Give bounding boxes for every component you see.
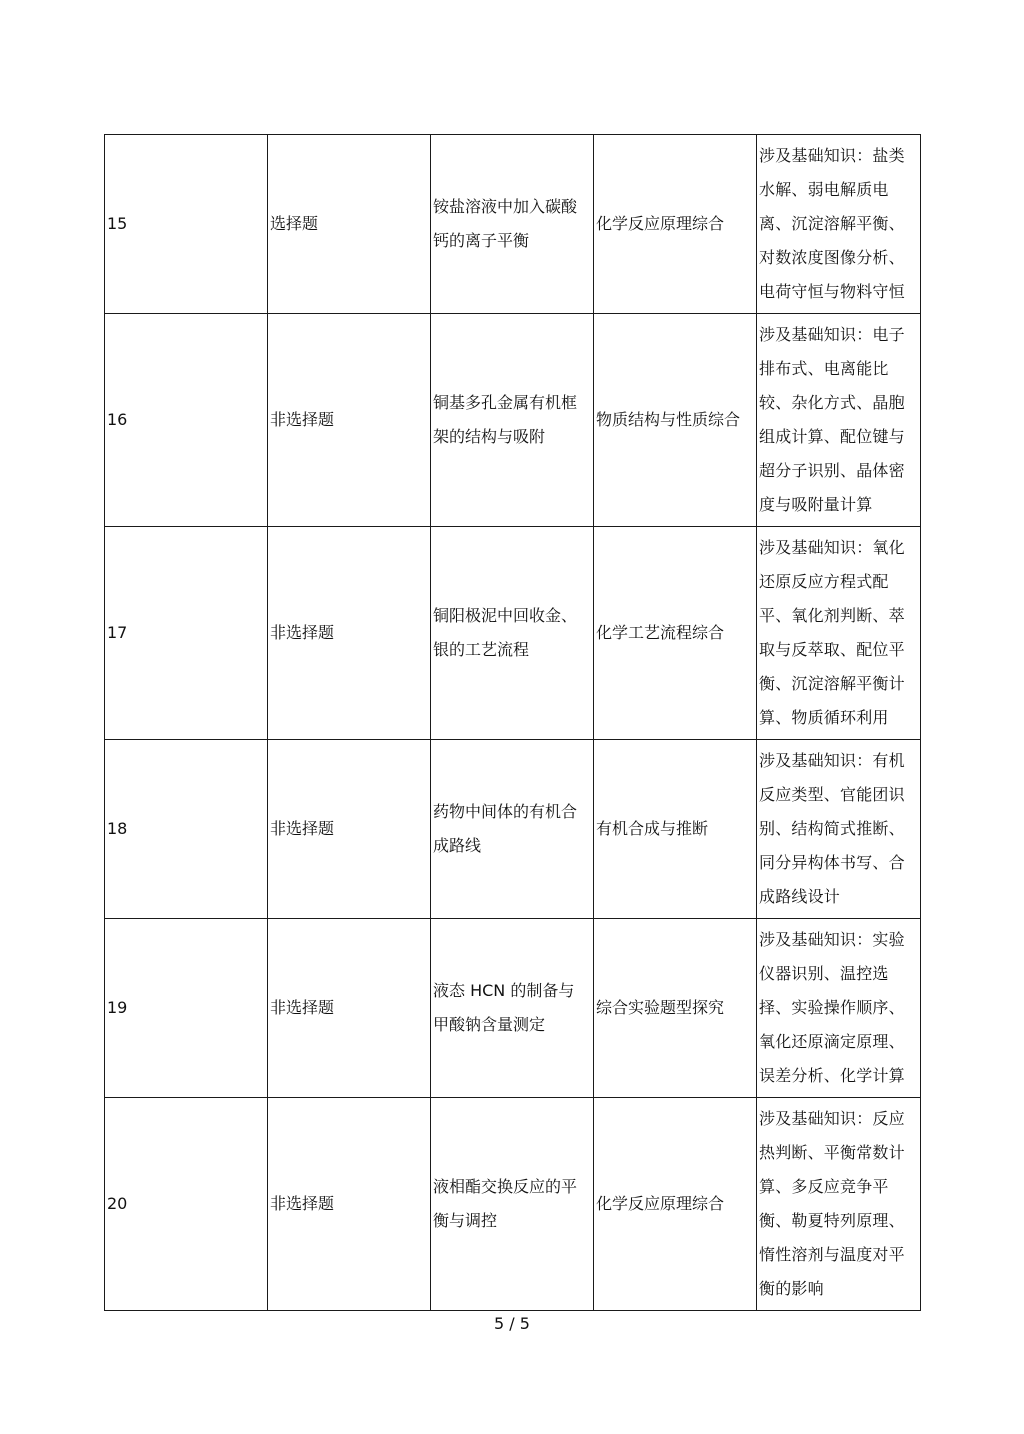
- question-topic-cell: 液相酯交换反应的平衡与调控: [431, 1098, 594, 1311]
- question-topic-cell: 铜阳极泥中回收金、银的工艺流程: [431, 527, 594, 740]
- question-module-cell: 化学工艺流程综合: [594, 527, 757, 740]
- question-topic-cell: 药物中间体的有机合成路线: [431, 740, 594, 919]
- table-row: [105, 919, 921, 1098]
- page-indicator: 5 / 5: [494, 1314, 530, 1333]
- table-row: [105, 1098, 921, 1311]
- question-module-cell: 化学反应原理综合: [594, 135, 757, 314]
- knowledge-points-cell: 涉及基础知识：电子排布式、电离能比较、杂化方式、晶胞组成计算、配位键与超分子识别、晶体密度与吸附量计算: [757, 314, 921, 527]
- knowledge-points-cell: 涉及基础知识：氧化还原反应方程式配平、氧化剂判断、萃取与反萃取、配位平衡、沉淀溶解平衡计算、物质循环利用: [757, 527, 921, 740]
- question-number-cell: 18: [105, 740, 268, 919]
- question-type-cell: 非选择题: [268, 740, 431, 919]
- knowledge-points-cell: 涉及基础知识：反应热判断、平衡常数计算、多反应竞争平衡、勒夏特列原理、惰性溶剂与温度对平衡的影响: [757, 1098, 921, 1311]
- question-number-cell: 19: [105, 919, 268, 1098]
- knowledge-points-cell: 涉及基础知识：有机反应类型、官能团识别、结构简式推断、同分异构体书写、合成路线设计: [757, 740, 921, 919]
- question-module-cell: 物质结构与性质综合: [594, 314, 757, 527]
- table-row: [105, 135, 921, 314]
- question-module-cell: 有机合成与推断: [594, 740, 757, 919]
- question-analysis-table: [104, 134, 921, 1311]
- question-topic-cell: 液态 HCN 的制备与甲酸钠含量测定: [431, 919, 594, 1098]
- question-number-cell: 17: [105, 527, 268, 740]
- knowledge-points-cell: 涉及基础知识：盐类水解、弱电解质电离、沉淀溶解平衡、对数浓度图像分析、电荷守恒与物料守恒: [757, 135, 921, 314]
- knowledge-points-cell: 涉及基础知识：实验仪器识别、温控选择、实验操作顺序、氧化还原滴定原理、误差分析、化学计算: [757, 919, 921, 1098]
- table-row: [105, 527, 921, 740]
- question-module-cell: 综合实验题型探究: [594, 919, 757, 1098]
- question-type-cell: 选择题: [268, 135, 431, 314]
- question-number-cell: 15: [105, 135, 268, 314]
- question-type-cell: 非选择题: [268, 314, 431, 527]
- question-type-cell: 非选择题: [268, 527, 431, 740]
- question-type-cell: 非选择题: [268, 1098, 431, 1311]
- question-module-cell: 化学反应原理综合: [594, 1098, 757, 1311]
- table-row: [105, 314, 921, 527]
- table-row: [105, 740, 921, 919]
- question-topic-cell: 铵盐溶液中加入碳酸钙的离子平衡: [431, 135, 594, 314]
- question-number-cell: 16: [105, 314, 268, 527]
- question-type-cell: 非选择题: [268, 919, 431, 1098]
- question-topic-cell: 铜基多孔金属有机框架的结构与吸附: [431, 314, 594, 527]
- question-number-cell: 20: [105, 1098, 268, 1311]
